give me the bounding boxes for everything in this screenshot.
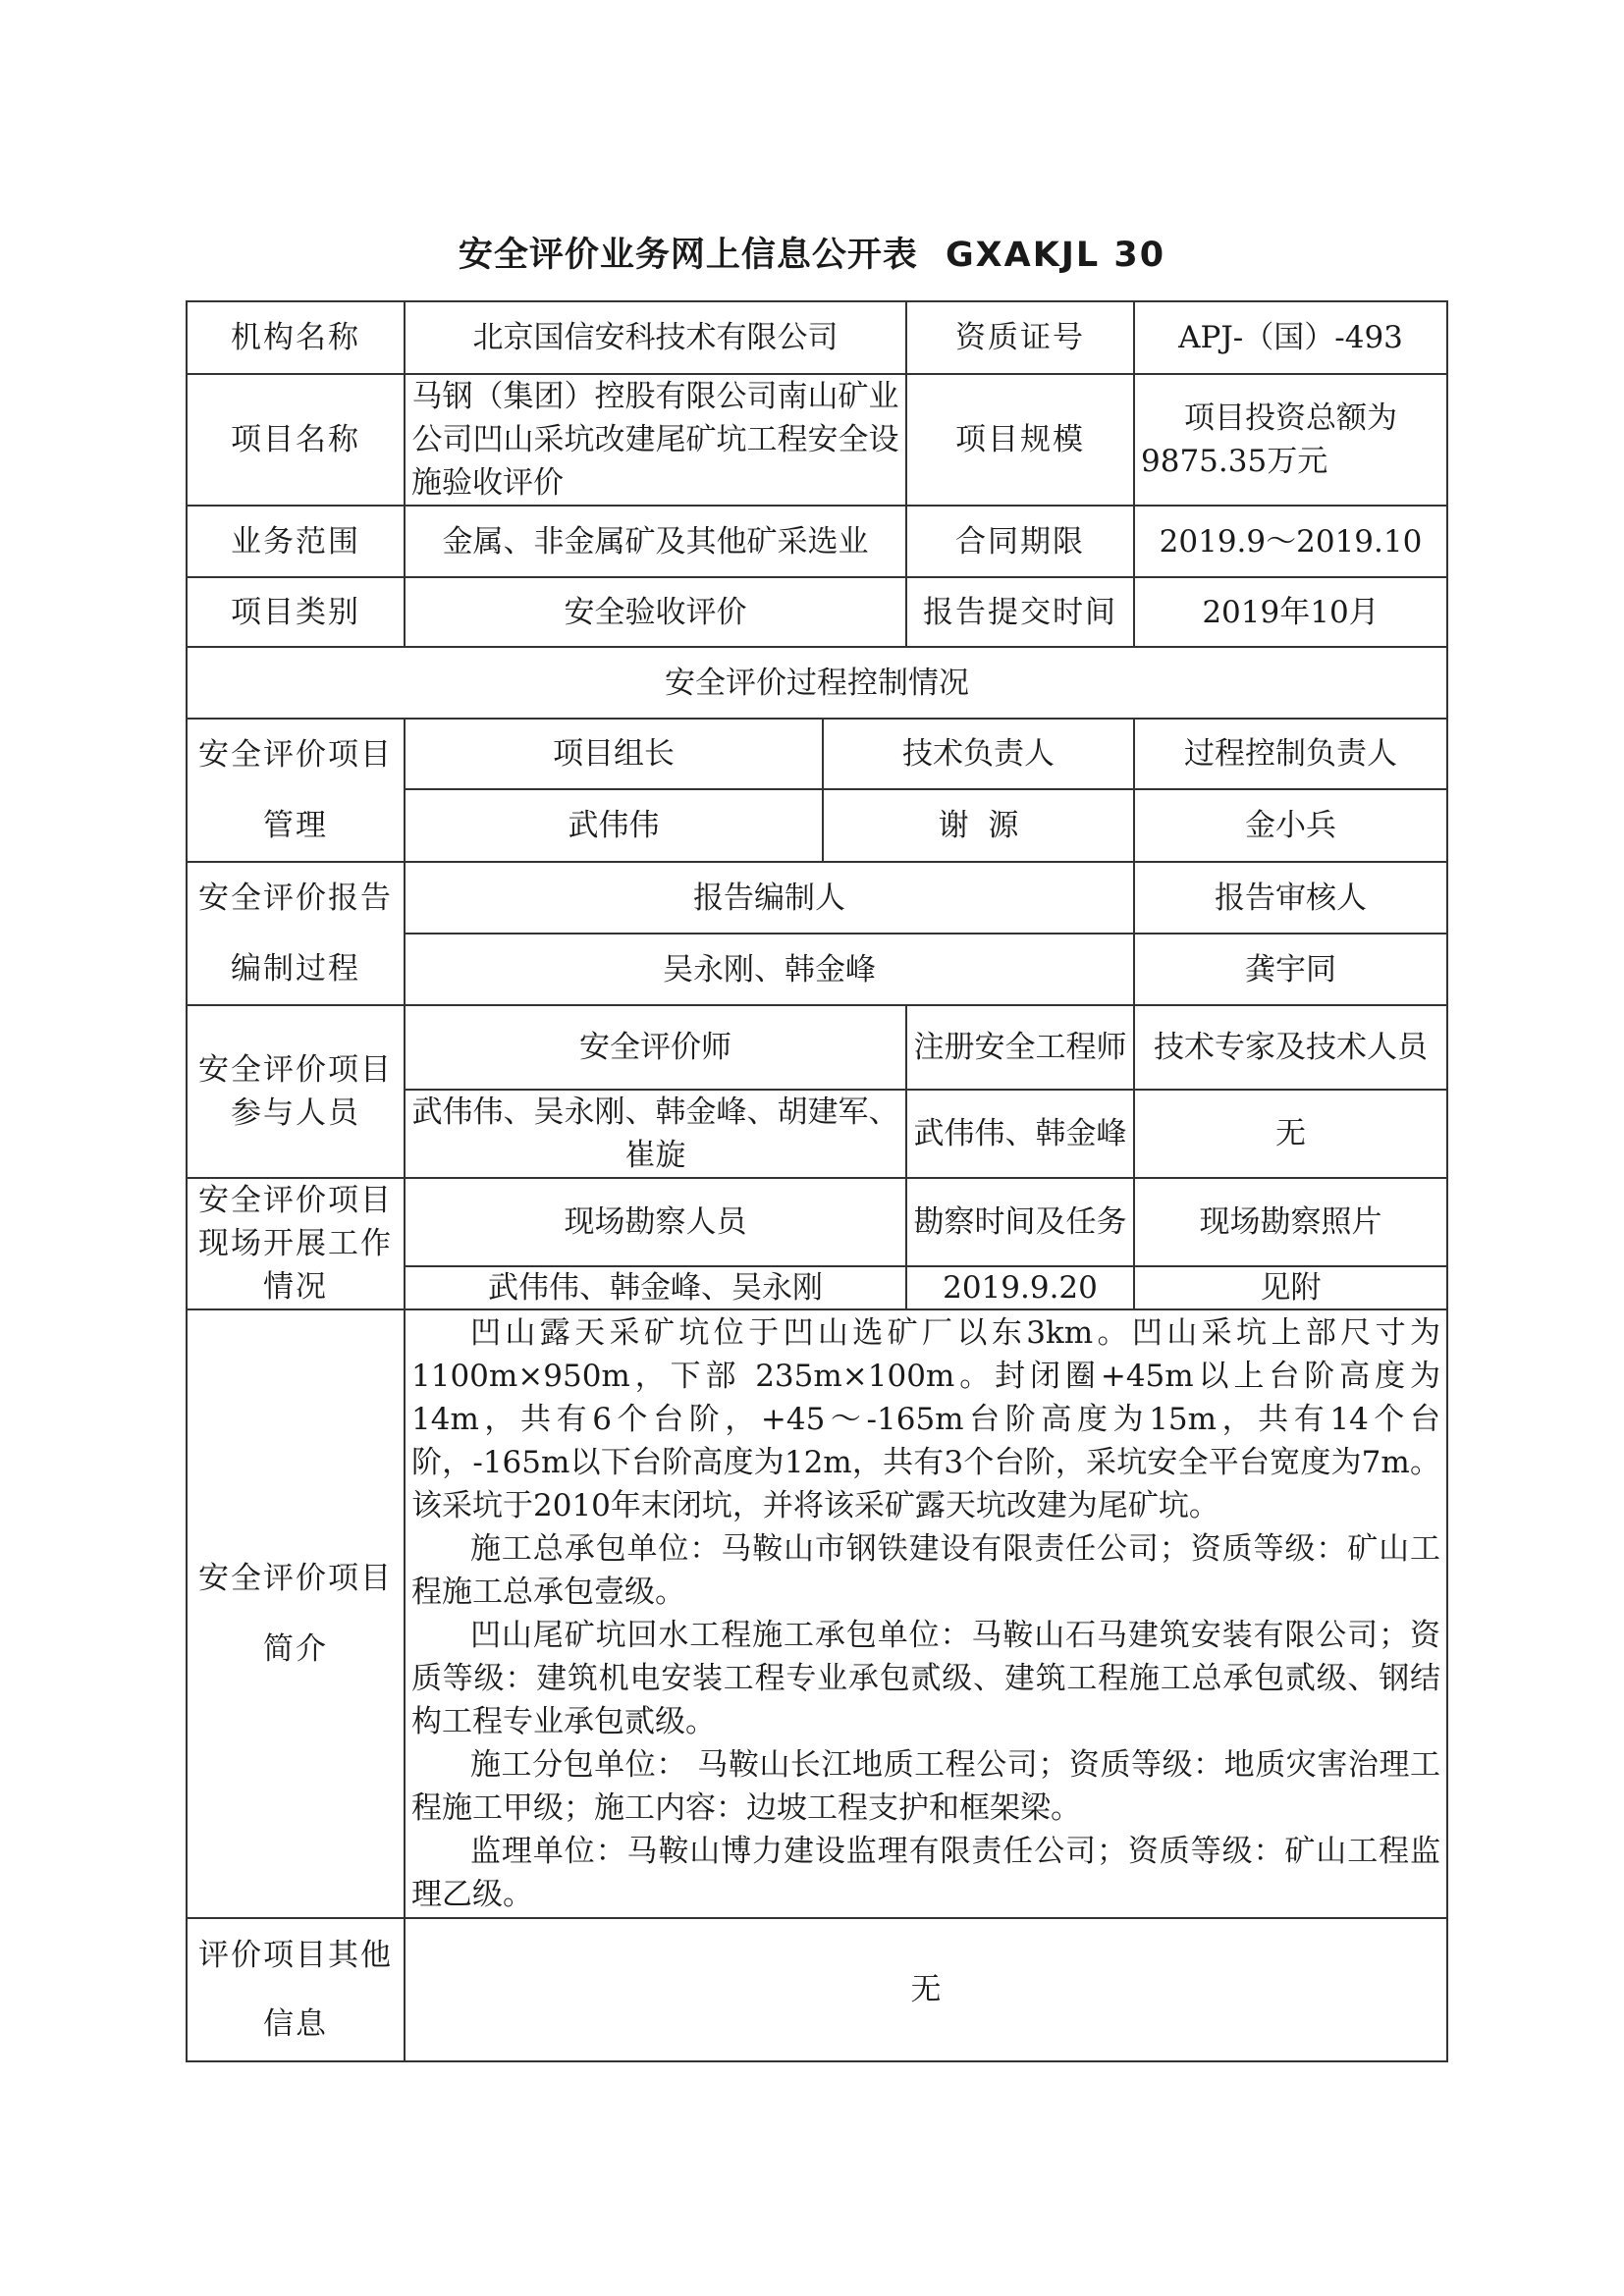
participants-label: 安全评价项目参与人员	[187, 1005, 405, 1178]
org-name-label: 机构名称	[187, 301, 405, 374]
business-scope-label: 业务范围	[187, 506, 405, 577]
table-row	[187, 862, 1447, 934]
site-personnel-value: 武伟伟、韩金峰、吴永刚	[405, 1266, 906, 1309]
report-author-value: 吴永刚、韩金峰	[405, 934, 1134, 1005]
section-header: 安全评价过程控制情况	[187, 647, 1447, 719]
intro-paragraph: 施工分包单位： 马鞍山长江地质工程公司；资质等级：地质灾害治理工程施工甲级；施工内容：边坡工程支护和框架梁。	[411, 1747, 1440, 1826]
intro-paragraph: 施工总承包单位：马鞍山市钢铁建设有限责任公司；资质等级：矿山工程施工总承包壹级。	[411, 1531, 1440, 1610]
site-personnel-header: 现场勘察人员	[405, 1178, 906, 1266]
page-title	[0, 228, 1624, 277]
org-name-value: 北京国信安科技术有限公司	[405, 301, 906, 374]
table-row	[187, 301, 1447, 374]
safety-engineer-value: 武伟伟、韩金峰	[906, 1090, 1134, 1178]
tech-expert-header: 技术专家及技术人员	[1134, 1005, 1447, 1090]
contract-period-value: 2019.9～2019.10	[1134, 506, 1447, 577]
title-text: 安全评价业务网上信息公开表	[458, 236, 918, 275]
management-label: 安全评价项目管理	[187, 719, 405, 862]
table-row	[187, 719, 1447, 789]
table-row	[187, 1309, 1447, 1918]
intro-paragraph: 凹山露天采矿坑位于凹山选矿厂以东3km。凹山采坑上部尺寸为1100m×950m，下部 235m×100m。封闭圈+45m以上台阶高度为14m，共有6个台阶，+45～-165m台阶高度为15m，共有14个台阶，-165m以下台阶高度为12m，共有3个台阶，采坑安全平台宽度为7m。该采坑于2010年末闭坑，并将该采矿露天坑改建为尾矿坑。	[411, 1315, 1440, 1523]
submit-time-label: 报告提交时间	[906, 577, 1134, 647]
table-row	[187, 374, 1447, 506]
table-row	[187, 1005, 1447, 1090]
intro-paragraph: 凹山尾矿坑回水工程施工承包单位：马鞍山石马建筑安装有限公司；资质等级：建筑机电安装工程专业承包贰级、建筑工程施工总承包贰级、钢结构工程专业承包贰级。	[411, 1618, 1440, 1739]
submit-time-value: 2019年10月	[1134, 577, 1447, 647]
project-scale-label: 项目规模	[906, 374, 1134, 506]
cert-no-label: 资质证号	[906, 301, 1134, 374]
report-author-header: 报告编制人	[405, 862, 1134, 934]
tech-expert-value: 无	[1134, 1090, 1447, 1178]
survey-time-value: 2019.9.20	[906, 1266, 1134, 1309]
contract-period-label: 合同期限	[906, 506, 1134, 577]
project-scale-value: 项目投资总额为9875.35万元	[1134, 374, 1447, 506]
project-intro-content	[405, 1309, 1447, 1918]
site-photos-value: 见附	[1134, 1266, 1447, 1309]
project-category-value: 安全验收评价	[405, 577, 906, 647]
project-name-value: 马钢（集团）控股有限公司南山矿业公司凹山采坑改建尾矿坑工程安全设施验收评价	[405, 374, 906, 506]
report-label: 安全评价报告编制过程	[187, 862, 405, 1005]
process-control-value: 金小兵	[1134, 789, 1447, 862]
business-scope-value: 金属、非金属矿及其他矿采选业	[405, 506, 906, 577]
table-row	[187, 647, 1447, 719]
report-reviewer-header: 报告审核人	[1134, 862, 1447, 934]
cert-no-value: APJ-（国）-493	[1134, 301, 1447, 374]
safety-engineer-header: 注册安全工程师	[906, 1005, 1134, 1090]
table-row	[187, 506, 1447, 577]
evaluator-value: 武伟伟、吴永刚、韩金峰、胡建军、崔旋	[405, 1090, 906, 1178]
table-row	[187, 1918, 1447, 2061]
project-name-label: 项目名称	[187, 374, 405, 506]
other-info-value: 无	[405, 1918, 1447, 2061]
evaluator-header: 安全评价师	[405, 1005, 906, 1090]
process-control-header: 过程控制负责人	[1134, 719, 1447, 789]
tech-lead-header: 技术负责人	[823, 719, 1134, 789]
survey-time-header: 勘察时间及任务	[906, 1178, 1134, 1266]
disclosure-table	[186, 300, 1448, 2062]
form-code: GXAKJL 30	[945, 236, 1166, 275]
team-leader-value: 武伟伟	[405, 789, 823, 862]
site-photos-header: 现场勘察照片	[1134, 1178, 1447, 1266]
site-work-label: 安全评价项目现场开展工作情况	[187, 1178, 405, 1309]
table-row	[187, 1178, 1447, 1266]
other-info-label: 评价项目其他信息	[187, 1918, 405, 2061]
report-reviewer-value: 龚宇同	[1134, 934, 1447, 1005]
project-intro-label: 安全评价项目简介	[187, 1309, 405, 1918]
project-category-label: 项目类别	[187, 577, 405, 647]
tech-lead-value: 谢 源	[823, 789, 1134, 862]
intro-paragraph: 监理单位：马鞍山博力建设监理有限责任公司；资质等级：矿山工程监理乙级。	[411, 1834, 1440, 1912]
team-leader-header: 项目组长	[405, 719, 823, 789]
table-row	[187, 577, 1447, 647]
